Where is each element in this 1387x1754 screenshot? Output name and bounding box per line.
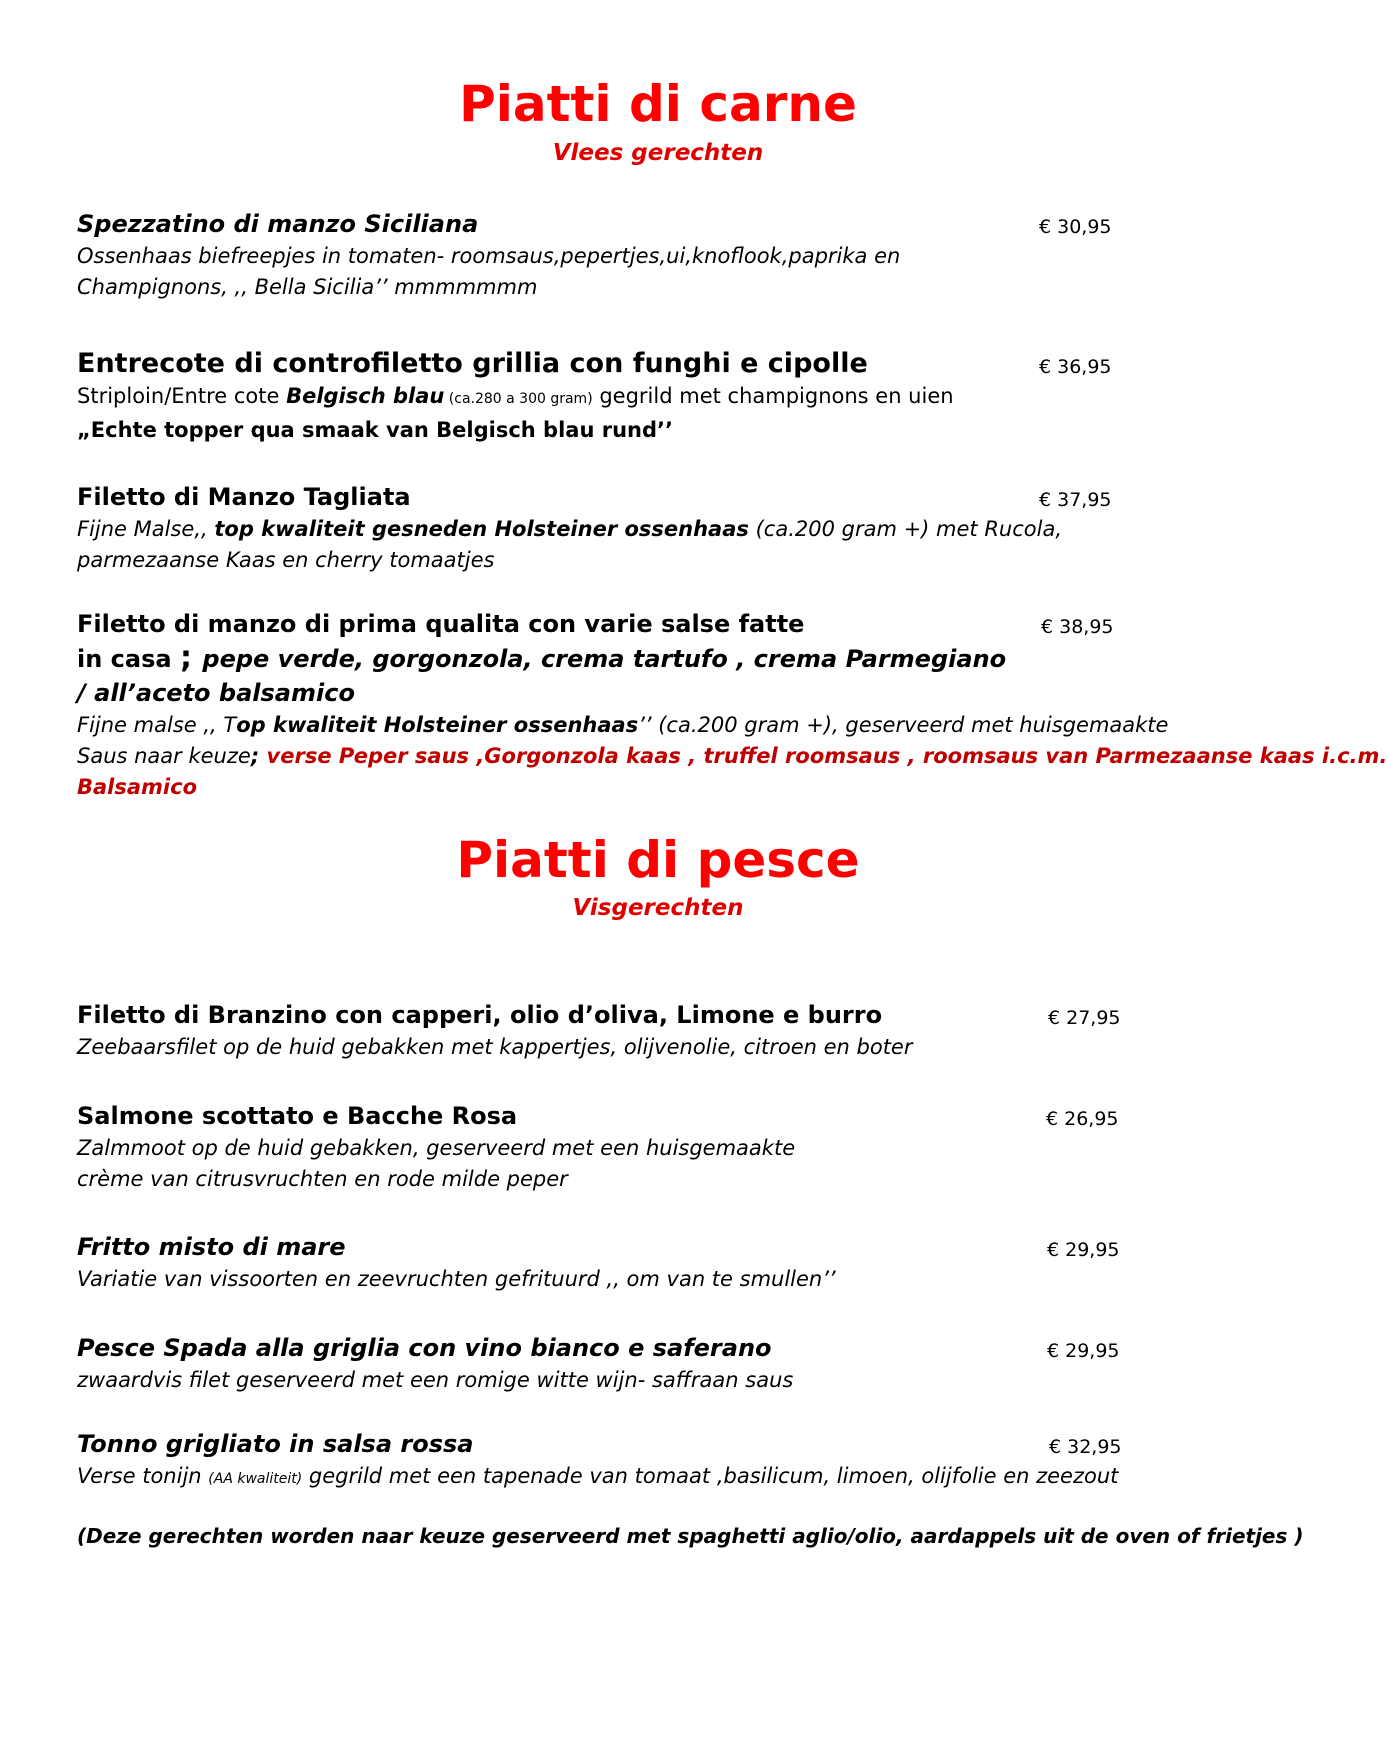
dish-description-line: Striploin/Entre cote Belgisch blau (ca.280 a 300 gram) gegrild met champignons en uien	[77, 384, 954, 408]
dish-description-line: Fijne malse ,, Top kwaliteit Holsteiner ossenhaas’’ (ca.200 gram +), geserveerd met huisgemaakte	[77, 713, 1169, 737]
dish-name: Filetto di Branzino con capperi, olio d’oliva, Limone e burro	[77, 1001, 883, 1029]
dish-price: € 27,95	[1048, 1007, 1121, 1029]
dish-description-line: Variatie van vissoorten en zeevruchten gefrituurd ,, om van te smullen’’	[77, 1267, 836, 1291]
dish-price: € 26,95	[1046, 1108, 1119, 1130]
dish-name: Salmone scottato e Bacche Rosa	[77, 1102, 518, 1130]
dish-description-line: crème van citrusvruchten en rode milde peper	[77, 1167, 568, 1191]
dish-description-line: Balsamico	[77, 775, 198, 799]
dish-description-line: Saus naar keuze; verse Peper saus ,Gorgonzola kaas , truffel roomsaus , roomsaus van Parmezaanse kaas i.c.m.	[77, 744, 1387, 768]
dish-name: Pesce Spada alla griglia con vino bianco e saferano	[77, 1334, 772, 1362]
dish-price: € 38,95	[1041, 616, 1114, 638]
dish-price: € 29,95	[1047, 1340, 1120, 1362]
dish-description-line: Verse tonijn (AA kwaliteit) gegrild met een tapenade van tomaat ,basilicum, limoen, olijfolie en zeezout	[77, 1464, 1119, 1488]
dish-description-line: Champignons, ,, Bella Sicilia’’ mmmmmmm	[77, 275, 538, 299]
side-dish-note: (Deze gerechten worden naar keuze geserveerd met spaghetti aglio/olio, aardappels uit de oven of frietjes )	[77, 1524, 1304, 1548]
dish-description-line: Zalmmoot op de huid gebakken, geserveerd met een huisgemaakte	[77, 1136, 796, 1160]
fish-section-subtitle: Visgerechten	[572, 895, 744, 921]
dish-description-line: Fijne Malse,, top kwaliteit gesneden Holsteiner ossenhaas (ca.200 gram +) met Rucola,	[77, 517, 1063, 541]
dish-name: Filetto di manzo di prima qualita con varie salse fatte	[77, 610, 805, 638]
dish-name: Filetto di Manzo Tagliata	[77, 483, 411, 511]
dish-price: € 32,95	[1049, 1436, 1122, 1458]
dish-description-line: Ossenhaas biefreepjes in tomaten- roomsaus,pepertjes,ui,knoflook,paprika en	[77, 244, 901, 268]
dish-description-line: Zeebaarsfilet op de huid gebakken met kappertjes, olijvenolie, citroen en boter	[77, 1035, 913, 1059]
dish-description-line: parmezaanse Kaas en cherry tomaatjes	[77, 548, 495, 572]
dish-name: Fritto misto di mare	[77, 1233, 346, 1261]
dish-name: Entrecote di controfiletto grillia con funghi e cipolle	[77, 348, 868, 379]
dish-name: in casa ; pepe verde, gorgonzola, crema tartufo , crema Parmegiano	[77, 640, 1007, 675]
dish-price: € 37,95	[1039, 489, 1112, 511]
dish-name: Spezzatino di manzo Siciliana	[77, 210, 479, 238]
meat-section-subtitle: Vlees gerechten	[552, 140, 764, 166]
fish-section-title: Piatti di pesce	[456, 831, 860, 889]
dish-price: € 36,95	[1039, 356, 1112, 378]
dish-price: € 29,95	[1047, 1239, 1120, 1261]
meat-section-title: Piatti di carne	[459, 75, 857, 133]
dish-description-line: zwaardvis filet geserveerd met een romige witte wijn- saffraan saus	[77, 1368, 794, 1392]
dish-description-line: „Echte topper qua smaak van Belgisch blau rund’’	[77, 418, 673, 442]
dish-name: Tonno grigliato in salsa rossa	[77, 1430, 474, 1458]
dish-name: / all’aceto balsamico	[77, 679, 355, 707]
dish-price: € 30,95	[1039, 216, 1112, 238]
